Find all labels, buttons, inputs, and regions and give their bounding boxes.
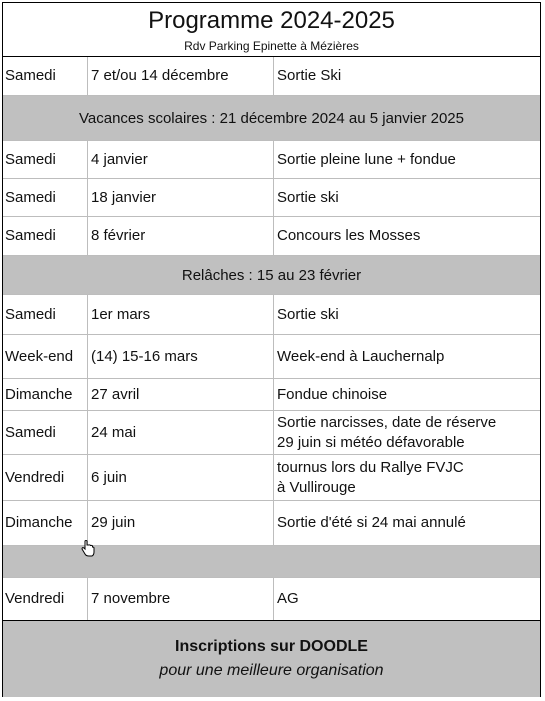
- activity-cell: [274, 379, 540, 410]
- activity-line: tournus lors du Rallye FVJC: [277, 458, 464, 476]
- activity-cell: [274, 295, 540, 334]
- table-row: [3, 379, 540, 411]
- day-cell: Samedi: [3, 411, 88, 454]
- table-row: [3, 455, 540, 501]
- registration-title: Inscriptions sur DOODLE: [175, 638, 368, 655]
- activity-line: Sortie d'été si 24 mai annulé: [277, 514, 466, 531]
- date-cell: 27 avril: [88, 379, 274, 410]
- date-cell: 29 juin: [88, 501, 274, 545]
- school-holidays-band: Vacances scolaires : 21 décembre 2024 au 5 janvier 2025: [3, 96, 540, 141]
- table-row: [3, 295, 540, 335]
- activity-cell: [274, 217, 540, 255]
- day-cell: Samedi: [3, 217, 88, 255]
- activity-line: Sortie Ski: [277, 67, 342, 84]
- activity-cell: [274, 179, 540, 216]
- registration-note: pour une meilleure organisation: [159, 662, 384, 679]
- activity-line: Fondue chinoise: [277, 385, 388, 403]
- table-row: [3, 57, 540, 96]
- table-header: [3, 3, 540, 57]
- day-cell: Dimanche: [3, 379, 88, 410]
- activity-line: Sortie ski: [277, 305, 339, 323]
- date-cell: 7 novembre: [88, 578, 274, 620]
- hand-cursor-icon: [80, 540, 96, 558]
- page-title: Programme 2024-2025: [148, 7, 395, 34]
- activity-cell: [274, 455, 540, 500]
- day-cell: Vendredi: [3, 455, 88, 500]
- activity-line: à Vullirouge: [277, 478, 356, 496]
- activity-line: Sortie ski: [277, 188, 339, 206]
- date-cell: 18 janvier: [88, 179, 274, 216]
- break-band: Relâches : 15 au 23 février: [3, 256, 540, 295]
- day-cell: Samedi: [3, 57, 88, 95]
- activity-line: 29 juin si météo défavorable: [277, 433, 465, 451]
- activity-line: Sortie pleine lune + fondue: [277, 150, 456, 168]
- activity-line: Sortie narcisses, date de réserve: [277, 413, 497, 431]
- schedule-table: [2, 2, 541, 697]
- activity-cell: [274, 335, 540, 378]
- day-cell: Samedi: [3, 179, 88, 216]
- date-cell: 8 février: [88, 217, 274, 255]
- table-row: [3, 179, 540, 217]
- day-cell: Vendredi: [3, 578, 88, 620]
- activity-cell: [274, 501, 540, 545]
- activity-cell: [274, 57, 540, 95]
- date-cell: (14) 15-16 mars: [88, 335, 274, 378]
- activity-line: Week-end à Lauchernalp: [277, 347, 445, 365]
- day-cell: Samedi: [3, 141, 88, 178]
- page-subtitle: Rdv Parking Epinette à Mézières: [184, 39, 359, 53]
- registration-footer: [3, 621, 540, 697]
- activity-line: AG: [277, 590, 299, 607]
- table-row: [3, 141, 540, 179]
- table-row: [3, 217, 540, 256]
- date-cell: 4 janvier: [88, 141, 274, 178]
- day-cell: Week-end: [3, 335, 88, 378]
- date-cell: 7 et/ou 14 décembre: [88, 57, 274, 95]
- activity-cell: [274, 578, 540, 620]
- table-row: [3, 335, 540, 379]
- date-cell: 24 mai: [88, 411, 274, 454]
- activity-line: Concours les Mosses: [277, 227, 421, 244]
- activity-cell: [274, 141, 540, 178]
- date-cell: 6 juin: [88, 455, 274, 500]
- table-row: [3, 411, 540, 455]
- date-cell: 1er mars: [88, 295, 274, 334]
- day-cell: Dimanche: [3, 501, 88, 545]
- day-cell: Samedi: [3, 295, 88, 334]
- activity-cell: [274, 411, 540, 454]
- table-row: [3, 578, 540, 621]
